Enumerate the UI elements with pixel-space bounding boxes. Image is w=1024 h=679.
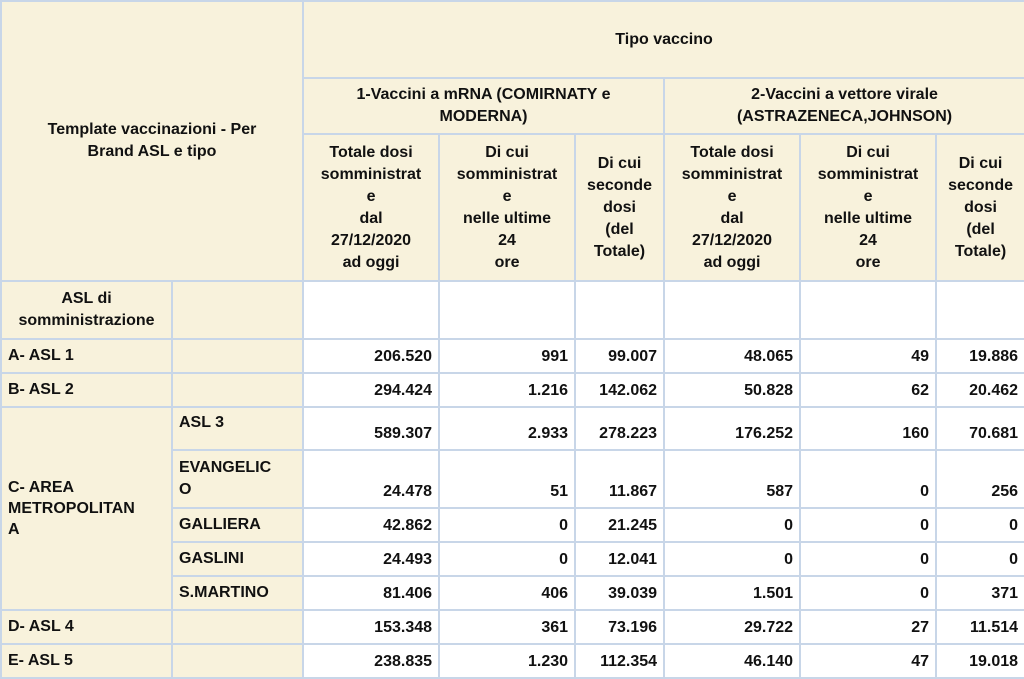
value-cell: 361 — [439, 610, 575, 644]
value-cell: 99.007 — [575, 339, 664, 373]
value-cell: 81.406 — [303, 576, 439, 610]
table-row — [1, 644, 1024, 678]
asl-name-area-metropolitana: C- AREA METROPOLITAN A — [1, 407, 172, 610]
value-cell: 46.140 — [664, 644, 800, 678]
asl-column-header: ASL di somministrazione — [1, 281, 172, 339]
value-cell: 153.348 — [303, 610, 439, 644]
sub-asl-name: ASL 3 — [172, 407, 303, 450]
asl-name: D- ASL 4 — [1, 610, 172, 644]
group-mrna-header: 1-Vaccini a mRNA (COMIRNATY e MODERNA) — [303, 78, 664, 134]
group-viral-vector-header: 2-Vaccini a vettore virale (ASTRAZENECA,JOHNSON) — [664, 78, 1024, 134]
value-cell: 0 — [800, 450, 936, 508]
value-cell: 112.354 — [575, 644, 664, 678]
value-cell: 406 — [439, 576, 575, 610]
value-cell: 0 — [936, 542, 1024, 576]
value-cell: 2.933 — [439, 407, 575, 450]
value-cell: 160 — [800, 407, 936, 450]
value-cell: 19.018 — [936, 644, 1024, 678]
sub-asl-name: GALLIERA — [172, 508, 303, 542]
value-cell: 0 — [800, 542, 936, 576]
col-header-totale-mrna: Totale dosi somministrat e dal 27/12/2020 ad oggi — [303, 134, 439, 281]
col-header-totale-viral: Totale dosi somministrat e dal 27/12/2020 ad oggi — [664, 134, 800, 281]
value-cell: 50.828 — [664, 373, 800, 407]
value-cell: 47 — [800, 644, 936, 678]
table-row — [1, 610, 1024, 644]
sub-asl-name: GASLINI — [172, 542, 303, 576]
empty-cell — [936, 281, 1024, 339]
value-cell: 176.252 — [664, 407, 800, 450]
col-header-seconde-viral: Di cui seconde dosi (del Totale) — [936, 134, 1024, 281]
asl-name: B- ASL 2 — [1, 373, 172, 407]
tipo-vaccino-header: Tipo vaccino — [303, 1, 1024, 78]
value-cell: 1.501 — [664, 576, 800, 610]
value-cell: 1.230 — [439, 644, 575, 678]
value-cell: 1.216 — [439, 373, 575, 407]
value-cell: 0 — [936, 508, 1024, 542]
value-cell: 238.835 — [303, 644, 439, 678]
value-cell: 587 — [664, 450, 800, 508]
table-title: Template vaccinazioni - Per Brand ASL e tipo — [1, 1, 303, 281]
value-cell: 991 — [439, 339, 575, 373]
value-cell: 0 — [439, 542, 575, 576]
empty-cell — [439, 281, 575, 339]
value-cell: 29.722 — [664, 610, 800, 644]
value-cell: 21.245 — [575, 508, 664, 542]
value-cell: 0 — [800, 576, 936, 610]
value-cell: 0 — [439, 508, 575, 542]
value-cell: 589.307 — [303, 407, 439, 450]
empty-cell — [800, 281, 936, 339]
value-cell: 24.493 — [303, 542, 439, 576]
sub-asl-column-header — [172, 281, 303, 339]
value-cell: 20.462 — [936, 373, 1024, 407]
asl-name: E- ASL 5 — [1, 644, 172, 678]
col-header-seconde-mrna: Di cui seconde dosi (del Totale) — [575, 134, 664, 281]
value-cell: 11.867 — [575, 450, 664, 508]
value-cell: 19.886 — [936, 339, 1024, 373]
value-cell: 278.223 — [575, 407, 664, 450]
value-cell: 0 — [664, 542, 800, 576]
sub-asl-name — [172, 644, 303, 678]
table-row — [1, 339, 1024, 373]
value-cell: 24.478 — [303, 450, 439, 508]
value-cell: 0 — [664, 508, 800, 542]
empty-cell — [664, 281, 800, 339]
value-cell: 62 — [800, 373, 936, 407]
value-cell: 294.424 — [303, 373, 439, 407]
sub-asl-name: S.MARTINO — [172, 576, 303, 610]
value-cell: 371 — [936, 576, 1024, 610]
sub-asl-name-evangelico: EVANGELIC O — [172, 450, 303, 508]
value-cell: 42.862 — [303, 508, 439, 542]
value-cell: 0 — [800, 508, 936, 542]
sub-asl-name — [172, 610, 303, 644]
empty-cell — [575, 281, 664, 339]
value-cell: 12.041 — [575, 542, 664, 576]
value-cell: 48.065 — [664, 339, 800, 373]
value-cell: 206.520 — [303, 339, 439, 373]
col-header-ultime24-mrna: Di cui somministrat e nelle ultime 24 ore — [439, 134, 575, 281]
value-cell: 256 — [936, 450, 1024, 508]
value-cell: 11.514 — [936, 610, 1024, 644]
value-cell: 51 — [439, 450, 575, 508]
value-cell: 27 — [800, 610, 936, 644]
value-cell: 142.062 — [575, 373, 664, 407]
sub-asl-name — [172, 339, 303, 373]
table-row — [1, 373, 1024, 407]
sub-asl-name — [172, 373, 303, 407]
value-cell: 49 — [800, 339, 936, 373]
empty-cell — [303, 281, 439, 339]
value-cell: 39.039 — [575, 576, 664, 610]
asl-name: A- ASL 1 — [1, 339, 172, 373]
col-header-ultime24-viral: Di cui somministrat e nelle ultime 24 ore — [800, 134, 936, 281]
value-cell: 70.681 — [936, 407, 1024, 450]
table-row — [1, 407, 1024, 450]
value-cell: 73.196 — [575, 610, 664, 644]
